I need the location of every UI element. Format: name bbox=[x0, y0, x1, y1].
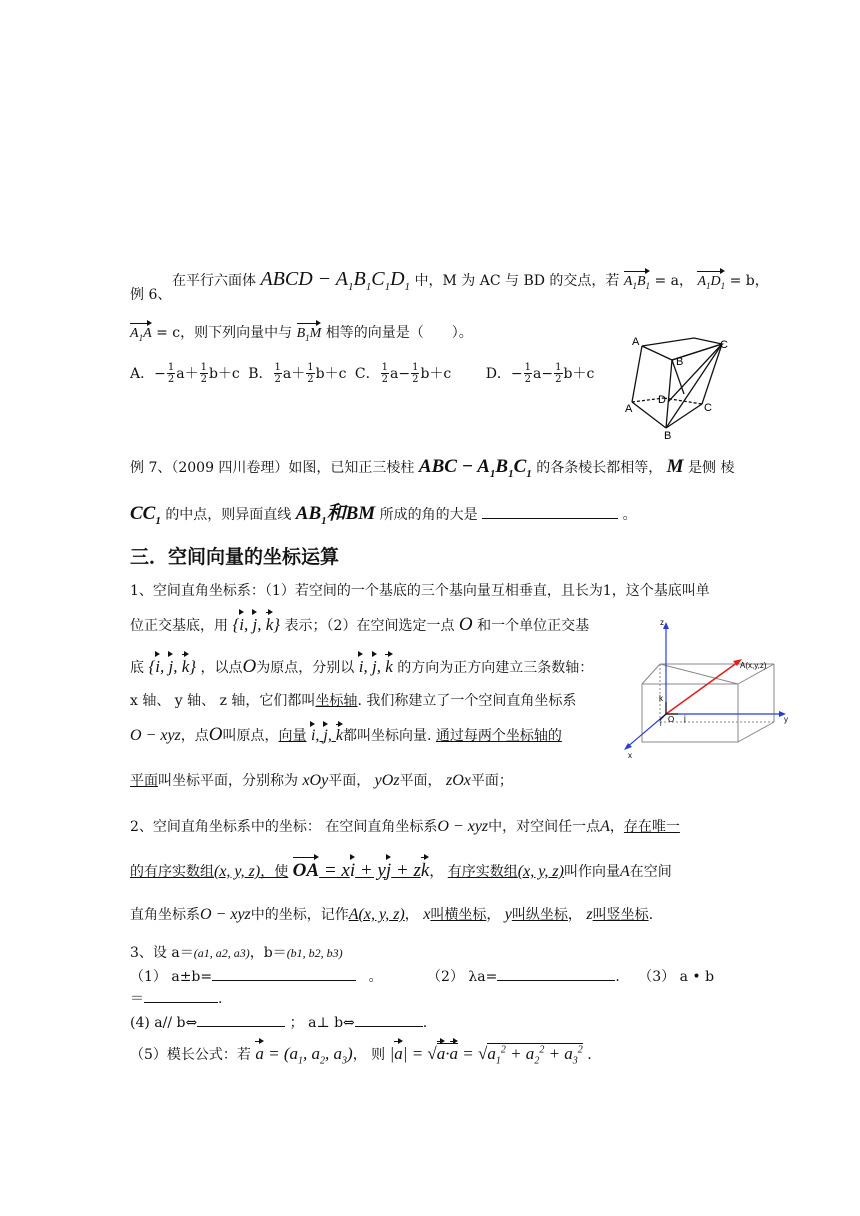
label-a1: A bbox=[632, 336, 640, 348]
ex7-line1: 例 7、（2009 四川卷理）如图，已知正三棱柱 ABC − $A_1B_1C_1$ 的各条棱长都相等， M 是侧 棱 bbox=[130, 456, 735, 480]
p2-line1: 2、空间直角坐标系中的坐标： 在空间直角坐标系O − xyz中，对空间任一点A，存在唯一 bbox=[130, 818, 680, 835]
point-a-label: A(x,y,z) bbox=[740, 661, 767, 670]
p3-line5: （5）模长公式：若 $a = (a_1$, $a_2$, $a_3$)， 则 $|a| = √a\cdot a = √a_1^2 + a_2^2 + a_3^2$ . bbox=[130, 1044, 592, 1067]
blank-q3[interactable] bbox=[144, 988, 218, 1003]
option-a: A．− $\frac{1}{2}$ a＋ $\frac{1}{2}$ b＋c bbox=[130, 362, 240, 385]
label-c1: C bbox=[720, 339, 728, 351]
vector-a1a: $A_1A$ bbox=[130, 326, 152, 343]
p3-line2: （1） a±b= 。 （2） λa= . （3） a • b bbox=[130, 966, 714, 986]
p3-line1: 3、设 a＝(a1, a2, a3)，b＝(b1, b2, b3) bbox=[130, 945, 343, 961]
section-title: 三．空间向量的坐标运算 bbox=[130, 546, 340, 568]
y-label: y bbox=[784, 715, 788, 724]
p1-line1: 1、空间直角坐标系：（1）若空间的一个基底的三个基向量互相垂直，且长为1，这个基底叫单 bbox=[130, 583, 710, 599]
k-label: k bbox=[659, 694, 663, 703]
ex6-line2: $A_1A = c$，则下列向量中与 $B_1M$ 相等的向量是（ ）。 bbox=[130, 325, 473, 343]
p1-line6: 平面叫坐标平面，分别称为 xOy平面， yOz平面， zOx平面； bbox=[130, 772, 513, 789]
blank-q4a[interactable] bbox=[197, 1012, 285, 1027]
vector-a1d1: $A_1D_1$ bbox=[697, 274, 726, 291]
blank-q2[interactable] bbox=[497, 966, 615, 981]
p1-line2: 位正交基底，用 {i, j, k} 表示；（2）在空间选定一点 O 和一个单位正交基 bbox=[130, 614, 590, 635]
x-label: x bbox=[628, 751, 632, 760]
parallelepiped-figure bbox=[620, 336, 740, 440]
blank-q1[interactable] bbox=[212, 966, 356, 981]
option-c: C． $\frac{1}{2}$ a− $\frac{1}{2}$ b＋c bbox=[354, 362, 452, 385]
p1-line5: O − xyz，点O叫原点，向量 i, j, k都叫坐标向量. 通过每两个坐标轴的 bbox=[130, 724, 562, 745]
label-d: D bbox=[658, 394, 666, 406]
i-label: i bbox=[660, 721, 662, 728]
p3-line3: ＝ . bbox=[130, 988, 222, 1008]
z-label: z bbox=[660, 618, 664, 627]
p1-line3: 底 {i, j, k} ，以点O为原点，分别以 i, j, k 的方向为正方向建立三条数轴： bbox=[130, 656, 594, 677]
ex6-label: 例 6、 bbox=[130, 287, 172, 303]
j-label: j bbox=[684, 714, 686, 723]
coordinate-figure bbox=[622, 614, 800, 762]
p2-line3: 直角坐标系O − xyz中的坐标，记作A(x, y, z)， x叫横坐标， y叫纵坐标， z叫竖坐标. bbox=[130, 906, 654, 923]
option-d: D．− $\frac{1}{2}$ a− $\frac{1}{2}$ b＋c bbox=[485, 362, 595, 385]
vector-a1b1: $A_1B_1$ bbox=[623, 274, 650, 291]
p2-line2: 的有序实数组(x, y, z)，使 OA = xi + yj + zk， 有序实数组(x, y, z)叫作向量A在空间 bbox=[130, 860, 672, 881]
blank-q4b[interactable] bbox=[355, 1012, 423, 1027]
option-b: B． $\frac{1}{2}$ a＋ $\frac{1}{2}$ b＋c bbox=[248, 362, 347, 385]
label-c: C bbox=[704, 402, 712, 414]
ex7-line2: $CC_1$ 的中点，则异面直线 $AB_1$和BM 所成的角的大是 。 bbox=[130, 503, 637, 527]
label-a: A bbox=[625, 403, 633, 415]
label-b: B bbox=[664, 430, 672, 440]
p1-line4: x 轴、 y 轴、 z 轴，它们都叫坐标轴. 我们称建立了一个空间直角坐标系 bbox=[130, 693, 577, 709]
o-label: O bbox=[668, 715, 675, 724]
p3-line4: (4) a// b⇔ ； a⊥ b⇔ . bbox=[130, 1012, 427, 1032]
answer-blank[interactable] bbox=[482, 504, 618, 519]
vector-b1m: $B_1M$ bbox=[296, 326, 322, 343]
ex6-options bbox=[130, 362, 594, 385]
ex6-line1: 在平行六面体 ABCD − $A_1B_1C_1D_1$ 中，M 为 AC 与 BD 的交点，若 $A_1B_1 = a$， $A_1D_1 = b$， bbox=[172, 268, 769, 293]
label-b1: B bbox=[676, 356, 684, 368]
